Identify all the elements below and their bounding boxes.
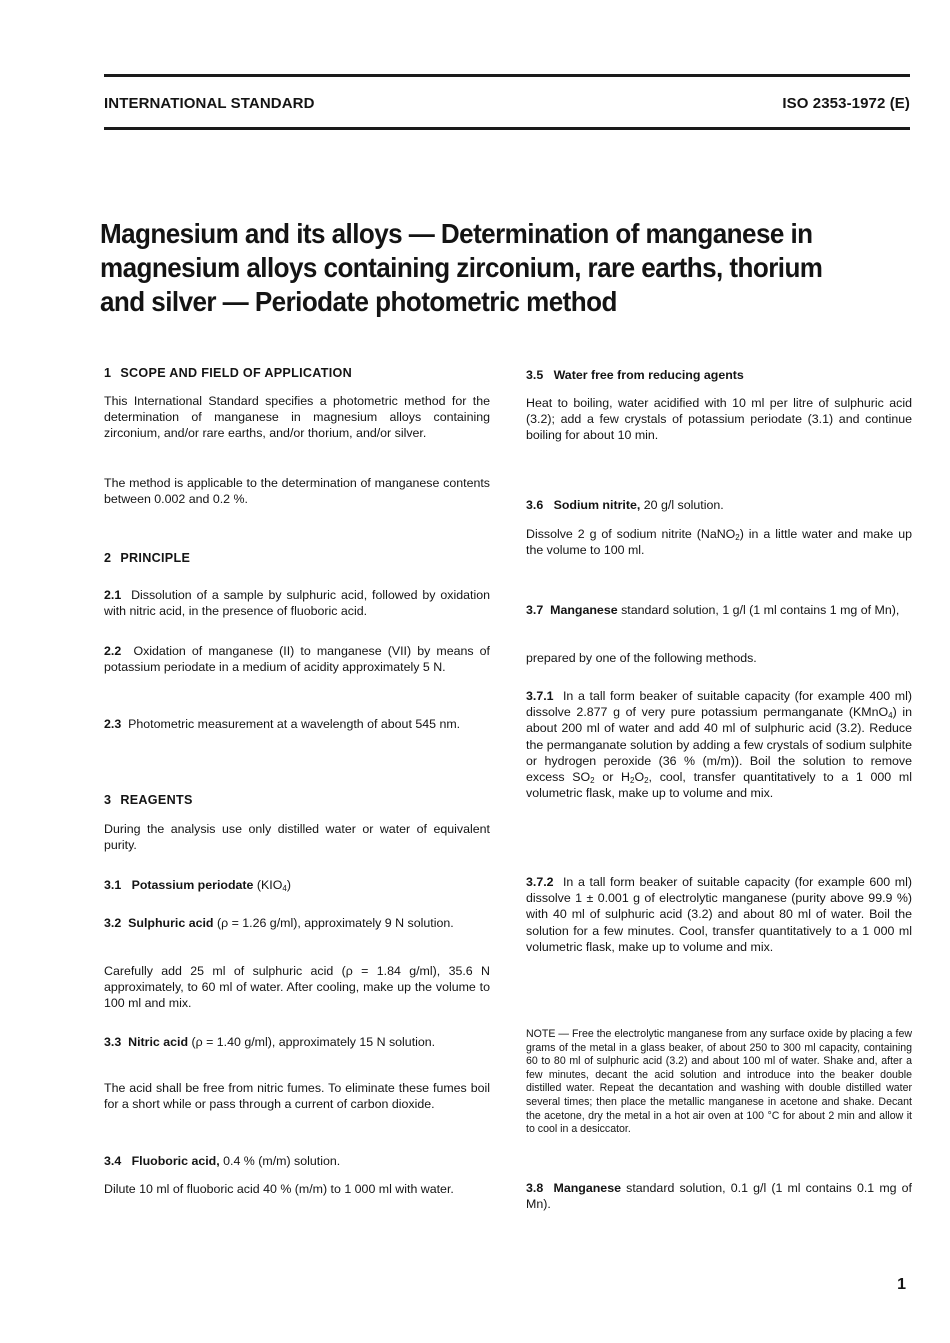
clause-number: 3.7 — [526, 603, 544, 617]
formula-subscript: 4 — [888, 711, 893, 721]
clause-3-4-paragraph: Dilute 10 ml of fluoboric acid 40 % (m/m) to 1 000 ml with water. — [104, 1182, 454, 1196]
section-2-heading — [104, 550, 490, 566]
clause-3-5-paragraph: Heat to boiling, water acidified with 10 ml per litre of sulphuric acid (3.2); add a few crystals of potassium periodate (3.1) and continue boiling for about 10 min. — [526, 396, 912, 443]
section-3-heading — [104, 792, 490, 808]
clause-2-3 — [104, 716, 490, 732]
formula-subscript: 2 — [735, 533, 740, 542]
text-part: or H — [594, 770, 630, 785]
formula-part: ) — [286, 878, 291, 892]
clause-text: Dissolution of a sample by sulphuric acid, followed by oxidation with nitric acid, in the presence of fluoboric acid. — [104, 588, 491, 619]
clause-3-8 — [526, 1180, 912, 1212]
reagent-spec: 20 g/l solution. — [643, 498, 724, 512]
section-title: REAGENTS — [120, 793, 193, 807]
section-number: 3 — [104, 793, 112, 807]
text-part: ) in about 200 ml of water and add 40 ml of sulphuric acid (3.2). Reduce the permanganate solution by adding a few crystals of sodium sulphite or hydrogen peroxide (36 % (m/m)). Boil the solution to remove excess SO — [526, 705, 912, 785]
formula-subscript: 2 — [630, 776, 635, 786]
clause-3-4 — [104, 1153, 490, 1169]
clause-3-6 — [526, 497, 912, 513]
reagent-name: Fluoboric acid, — [131, 1154, 220, 1168]
clause-text: Photometric measurement at a wavelength of about 545 nm. — [128, 717, 461, 731]
clause-number: 3.7.1 — [526, 689, 554, 703]
standard-number: ISO 2353-1972 (E) — [782, 95, 910, 112]
text-part: Dissolve 2 g of sodium nitrite (NaNO — [526, 527, 736, 541]
formula-part: (KIO — [256, 878, 283, 892]
note-paragraph: NOTE — Free the electrolytic manganese from any surface oxide by placing a few grams of the metal in a glass beaker, of about 250 to 300 ml capacity, containing 60 to 80 ml of sulphuric acid (3.2) and about 100 ml of water. Shake and, after a few minutes, decant the acid solution and introduce into the beaker double distilled water. Repeat the decantation and washing with double distilled water several times; then place the metallic manganese in acetone and shake. Decant the acetone, dry the metal in a hot air oven at 100 °C for about 2 min and allow it to cool in a desiccator. — [526, 1028, 912, 1136]
reagent-formula — [257, 878, 291, 892]
reagent-spec: (ρ = 1.26 g/ml), approximately 9 N solution. — [216, 916, 454, 930]
clause-number: 3.6 — [526, 498, 544, 512]
reagent-spec: 0.4 % (m/m) solution. — [223, 1154, 341, 1168]
clause-3-7-2 — [526, 874, 912, 955]
applicability-paragraph: The method is applicable to the determination of manganese contents between 0.002 and 0.2 %. — [104, 476, 490, 507]
clause-text: In a tall form beaker of suitable capacity (for example 600 ml) dissolve 1 ± 0.001 g of electrolytic manganese (purity above 99.9 %) with 40 ml of sulphuric acid (3.2) and about 80 ml of water. Boil the solution for a few minutes. Cool, transfer quantitatively to a 1 000 ml volumetric flask, make up to volume and mix. — [526, 875, 912, 954]
reagent-name: Manganese — [553, 1181, 621, 1195]
clause-3-2-paragraph: Carefully add 25 ml of sulphuric acid (ρ = 1.84 g/ml), 35.6 N approximately, to 60 ml of water. After cooling, make up the volume to 100 ml and mix. — [104, 964, 490, 1011]
text-part: ) in a little water and make up the volume to 100 ml. — [526, 527, 912, 558]
formula-subscript: 2 — [644, 776, 649, 786]
section-number: 1 — [104, 366, 112, 380]
clause-number: 3.3 — [104, 1035, 122, 1049]
reagent-name: Water free from reducing agents — [553, 368, 744, 382]
reagent-name: Potassium periodate — [131, 878, 254, 892]
section-title: PRINCIPLE — [120, 551, 191, 565]
formula-subscript: 4 — [282, 884, 287, 893]
reagent-spec: standard solution, 1 g/l (1 ml contains 1 mg of Mn), — [621, 603, 900, 617]
clause-text: Oxidation of manganese (II) to manganese (VII) by means of potassium periodate in a medium of acidity approximately 5 N. — [104, 644, 490, 675]
clause-3-2 — [104, 915, 490, 931]
clause-number: 3.2 — [104, 916, 122, 930]
reagent-spec: (ρ = 1.40 g/ml), approximately 15 N solution. — [191, 1035, 436, 1049]
clause-number: 2.3 — [104, 717, 122, 731]
clause-3-1 — [104, 877, 490, 893]
text-part: O — [634, 770, 645, 785]
left-column — [104, 0, 490, 1343]
text-part: , cool, transfer quantitatively to a 1 000 ml volumetric flask, make up to volume and mix. — [526, 770, 912, 801]
section-number: 2 — [104, 551, 112, 565]
clause-number: 3.7.2 — [526, 875, 554, 889]
clause-3-7 — [526, 602, 912, 618]
reagent-name: Sodium nitrite, — [553, 498, 641, 512]
scope-paragraph: This International Standard specifies a photometric method for the determination of manganese in magnesium alloys containing zirconium, and/or rare earths, and/or thorium, and/or silver. — [104, 394, 490, 441]
clause-number: 2.1 — [104, 588, 122, 602]
reagent-name: Manganese — [550, 603, 618, 617]
document-title: Magnesium and its alloys — Determination of manganese in magnesium alloys containing zirconium, rare earths, thorium and silver — Periodate photometric method — [100, 218, 823, 317]
section-1-heading — [104, 365, 490, 381]
page-number: 1 — [897, 1276, 906, 1293]
clause-3-5 — [526, 367, 912, 383]
reagent-spec: standard solution, 0.1 g/l (1 ml contains 0.1 mg of Mn). — [526, 1181, 912, 1212]
reagent-name: Sulphuric acid — [128, 916, 214, 930]
clause-number: 3.5 — [526, 368, 544, 382]
clause-number: 2.2 — [104, 644, 122, 658]
clause-number: 3.8 — [526, 1181, 544, 1195]
clause-3-3 — [104, 1034, 490, 1050]
text-part: In a tall form beaker of suitable capacity (for example 400 ml) dissolve 2.877 g of very pure potassium permanganate (KMnO — [526, 689, 912, 720]
clause-2-1 — [104, 587, 490, 619]
clause-3-6-paragraph — [526, 526, 912, 558]
section-title: SCOPE AND FIELD OF APPLICATION — [120, 366, 353, 380]
formula-subscript: 2 — [590, 776, 595, 786]
clause-3-7-1 — [526, 688, 912, 801]
clause-3-3-paragraph: The acid shall be free from nitric fumes. To eliminate these fumes boil for a short while or pass through a current of carbon dioxide. — [104, 1081, 490, 1112]
clause-number: 3.4 — [104, 1154, 122, 1168]
right-column — [526, 0, 912, 1343]
reagents-intro: During the analysis use only distilled water or water of equivalent purity. — [104, 822, 490, 853]
clause-2-2 — [104, 643, 490, 675]
clause-3-7-paragraph: prepared by one of the following methods. — [526, 651, 757, 665]
reagent-name: Nitric acid — [128, 1035, 189, 1049]
clause-number: 3.1 — [104, 878, 122, 892]
document-type-label: INTERNATIONAL STANDARD — [104, 95, 315, 112]
